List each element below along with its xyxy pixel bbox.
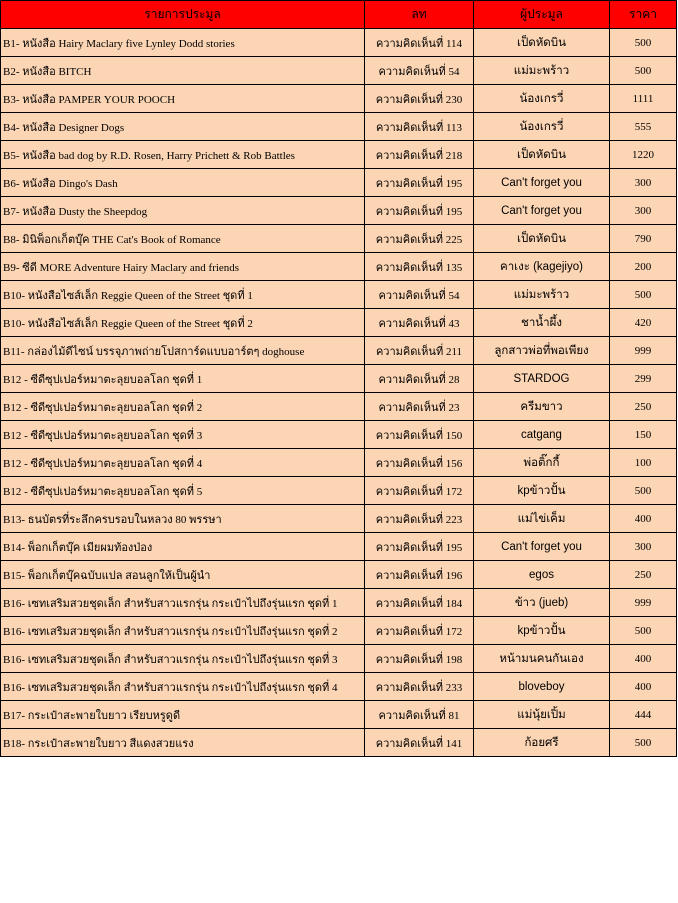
cell-price: 999: [610, 337, 677, 365]
cell-bidder: หน้ามนคนกันเอง: [474, 645, 610, 673]
cell-bidder: แม่ไข่เค็ม: [474, 505, 610, 533]
cell-lot: ความคิดเห็นที่ 156: [365, 449, 474, 477]
cell-item: B17- กระเป๋าสะพายใบยาว เรียบหรูดูดี: [1, 701, 365, 729]
cell-bidder: egos: [474, 561, 610, 589]
cell-bidder: พ่อติ๊กกี้: [474, 449, 610, 477]
cell-lot: ความคิดเห็นที่ 150: [365, 421, 474, 449]
cell-item: B2- หนังสือ BITCH: [1, 57, 365, 85]
table-row: [1, 421, 677, 449]
cell-lot: ความคิดเห็นที่ 184: [365, 589, 474, 617]
cell-price: 400: [610, 673, 677, 701]
cell-price: 250: [610, 393, 677, 421]
cell-price: 1111: [610, 85, 677, 113]
cell-lot: ความคิดเห็นที่ 195: [365, 533, 474, 561]
cell-bidder: น้องเกรวี่: [474, 85, 610, 113]
cell-lot: ความคิดเห็นที่ 113: [365, 113, 474, 141]
cell-bidder: bloveboy: [474, 673, 610, 701]
cell-item: B16- เซทเสริมสวยชุดเล็ก สำหรับสาวแรกรุ่น กระเป๋าไปถึงรุ่นแรก ชุดที่ 2: [1, 617, 365, 645]
table-row: [1, 645, 677, 673]
cell-lot: ความคิดเห็นที่ 211: [365, 337, 474, 365]
cell-price: 250: [610, 561, 677, 589]
table-row: [1, 673, 677, 701]
cell-price: 500: [610, 729, 677, 757]
cell-bidder: เป็ดหัดบิน: [474, 29, 610, 57]
cell-item: B9- ซีดี MORE Adventure Hairy Maclary and friends: [1, 253, 365, 281]
cell-price: 999: [610, 589, 677, 617]
cell-item: B12 - ซีดีซุปเปอร์หมาตะลุยบอลโลก ชุดที่ 2: [1, 393, 365, 421]
cell-lot: ความคิดเห็นที่ 233: [365, 673, 474, 701]
cell-item: B16- เซทเสริมสวยชุดเล็ก สำหรับสาวแรกรุ่น กระเป๋าไปถึงรุ่นแรก ชุดที่ 1: [1, 589, 365, 617]
table-row: [1, 197, 677, 225]
cell-lot: ความคิดเห็นที่ 218: [365, 141, 474, 169]
table-row: [1, 85, 677, 113]
cell-price: 444: [610, 701, 677, 729]
cell-bidder: เป็ดหัดบิน: [474, 225, 610, 253]
cell-item: B18- กระเป๋าสะพายใบยาว สีแดงสวยแรง: [1, 729, 365, 757]
cell-item: B13- ธนบัตรที่ระลึกครบรอบในหลวง 80 พรรษา: [1, 505, 365, 533]
cell-lot: ความคิดเห็นที่ 230: [365, 85, 474, 113]
cell-lot: ความคิดเห็นที่ 225: [365, 225, 474, 253]
cell-item: B4- หนังสือ Designer Dogs: [1, 113, 365, 141]
cell-lot: ความคิดเห็นที่ 54: [365, 57, 474, 85]
cell-item: B7- หนังสือ Dusty the Sheepdog: [1, 197, 365, 225]
cell-lot: ความคิดเห็นที่ 195: [365, 169, 474, 197]
column-header-item: รายการประมูล: [1, 1, 365, 29]
table-body: [1, 29, 677, 757]
table-row: [1, 393, 677, 421]
cell-lot: ความคิดเห็นที่ 23: [365, 393, 474, 421]
table-row: [1, 29, 677, 57]
cell-lot: ความคิดเห็นที่ 172: [365, 617, 474, 645]
cell-item: B12 - ซีดีซุปเปอร์หมาตะลุยบอลโลก ชุดที่ 1: [1, 365, 365, 393]
cell-lot: ความคิดเห็นที่ 135: [365, 253, 474, 281]
cell-bidder: แม่มะพร้าว: [474, 57, 610, 85]
cell-bidder: ลูกสาวพ่อที่พอเพียง: [474, 337, 610, 365]
cell-price: 300: [610, 169, 677, 197]
cell-bidder: ข้าว (jueb): [474, 589, 610, 617]
cell-item: B12 - ซีดีซุปเปอร์หมาตะลุยบอลโลก ชุดที่ 5: [1, 477, 365, 505]
table-row: [1, 253, 677, 281]
cell-price: 300: [610, 533, 677, 561]
cell-bidder: น้องเกรวี่: [474, 113, 610, 141]
cell-price: 400: [610, 645, 677, 673]
table-row: [1, 57, 677, 85]
cell-bidder: STARDOG: [474, 365, 610, 393]
cell-price: 420: [610, 309, 677, 337]
table-header: [1, 1, 677, 29]
cell-price: 1220: [610, 141, 677, 169]
table-row: [1, 113, 677, 141]
cell-item: B3- หนังสือ PAMPER YOUR POOCH: [1, 85, 365, 113]
cell-price: 500: [610, 477, 677, 505]
column-header-lot: ลท: [365, 1, 474, 29]
cell-lot: ความคิดเห็นที่ 81: [365, 701, 474, 729]
header-row: [1, 1, 677, 29]
cell-item: B14- พ็อกเก็ตบุ๊ค เมียผมท้องป่อง: [1, 533, 365, 561]
cell-item: B12 - ซีดีซุปเปอร์หมาตะลุยบอลโลก ชุดที่ 3: [1, 421, 365, 449]
table-row: [1, 505, 677, 533]
table-row: [1, 729, 677, 757]
cell-bidder: Can't forget you: [474, 197, 610, 225]
cell-item: B10- หนังสือไซส์เล็ก Reggie Queen of the Street ชุดที่ 1: [1, 281, 365, 309]
cell-item: B10- หนังสือไซส์เล็ก Reggie Queen of the Street ชุดที่ 2: [1, 309, 365, 337]
cell-lot: ความคิดเห็นที่ 223: [365, 505, 474, 533]
cell-bidder: catgang: [474, 421, 610, 449]
table-row: [1, 365, 677, 393]
cell-bidder: kpข้าวปั้น: [474, 477, 610, 505]
table-row: [1, 281, 677, 309]
cell-item: B1- หนังสือ Hairy Maclary five Lynley Dodd stories: [1, 29, 365, 57]
cell-bidder: ก้อยศรี: [474, 729, 610, 757]
table-row: [1, 589, 677, 617]
cell-price: 400: [610, 505, 677, 533]
cell-price: 300: [610, 197, 677, 225]
cell-lot: ความคิดเห็นที่ 54: [365, 281, 474, 309]
cell-item: B11- กล่องไม้ดีไซน์ บรรจุภาพถ่ายโปสการ์ดแบบอาร์ตๆ doghouse: [1, 337, 365, 365]
cell-lot: ความคิดเห็นที่ 195: [365, 197, 474, 225]
table-row: [1, 141, 677, 169]
table-row: [1, 225, 677, 253]
cell-item: B6- หนังสือ Dingo's Dash: [1, 169, 365, 197]
cell-lot: ความคิดเห็นที่ 172: [365, 477, 474, 505]
table-row: [1, 449, 677, 477]
table-row: [1, 561, 677, 589]
cell-item: B8- มินิพ็อกเก็ตบุ๊ค THE Cat's Book of Romance: [1, 225, 365, 253]
cell-price: 299: [610, 365, 677, 393]
cell-price: 500: [610, 57, 677, 85]
table-row: [1, 309, 677, 337]
cell-bidder: แม่นุ้ยเปิ้ม: [474, 701, 610, 729]
cell-lot: ความคิดเห็นที่ 114: [365, 29, 474, 57]
cell-item: B5- หนังสือ bad dog by R.D. Rosen, Harry Prichett & Rob Battles: [1, 141, 365, 169]
cell-item: B12 - ซีดีซุปเปอร์หมาตะลุยบอลโลก ชุดที่ 4: [1, 449, 365, 477]
cell-item: B16- เซทเสริมสวยชุดเล็ก สำหรับสาวแรกรุ่น กระเป๋าไปถึงรุ่นแรก ชุดที่ 3: [1, 645, 365, 673]
cell-lot: ความคิดเห็นที่ 198: [365, 645, 474, 673]
cell-bidder: เป็ดหัดบิน: [474, 141, 610, 169]
column-header-bidder: ผู้ประมูล: [474, 1, 610, 29]
table-row: [1, 169, 677, 197]
cell-price: 500: [610, 281, 677, 309]
cell-bidder: ครีมขาว: [474, 393, 610, 421]
cell-bidder: Can't forget you: [474, 169, 610, 197]
cell-lot: ความคิดเห็นที่ 141: [365, 729, 474, 757]
cell-price: 100: [610, 449, 677, 477]
cell-lot: ความคิดเห็นที่ 196: [365, 561, 474, 589]
cell-item: B15- พ็อกเก็ตบุ๊คฉบับแปล สอนลูกให้เป็นผู้นำ: [1, 561, 365, 589]
cell-price: 500: [610, 617, 677, 645]
column-header-price: ราคา: [610, 1, 677, 29]
table-row: [1, 337, 677, 365]
cell-price: 500: [610, 29, 677, 57]
cell-bidder: kpข้าวปั้น: [474, 617, 610, 645]
cell-item: B16- เซทเสริมสวยชุดเล็ก สำหรับสาวแรกรุ่น กระเป๋าไปถึงรุ่นแรก ชุดที่ 4: [1, 673, 365, 701]
cell-bidder: ชาน้ำผึ้ง: [474, 309, 610, 337]
cell-bidder: คาเงะ (kagejiyo): [474, 253, 610, 281]
table-row: [1, 617, 677, 645]
cell-lot: ความคิดเห็นที่ 43: [365, 309, 474, 337]
table-row: [1, 701, 677, 729]
cell-price: 790: [610, 225, 677, 253]
cell-bidder: Can't forget you: [474, 533, 610, 561]
table-row: [1, 477, 677, 505]
cell-lot: ความคิดเห็นที่ 28: [365, 365, 474, 393]
cell-bidder: แม่มะพร้าว: [474, 281, 610, 309]
cell-price: 200: [610, 253, 677, 281]
cell-price: 150: [610, 421, 677, 449]
cell-price: 555: [610, 113, 677, 141]
table-row: [1, 533, 677, 561]
